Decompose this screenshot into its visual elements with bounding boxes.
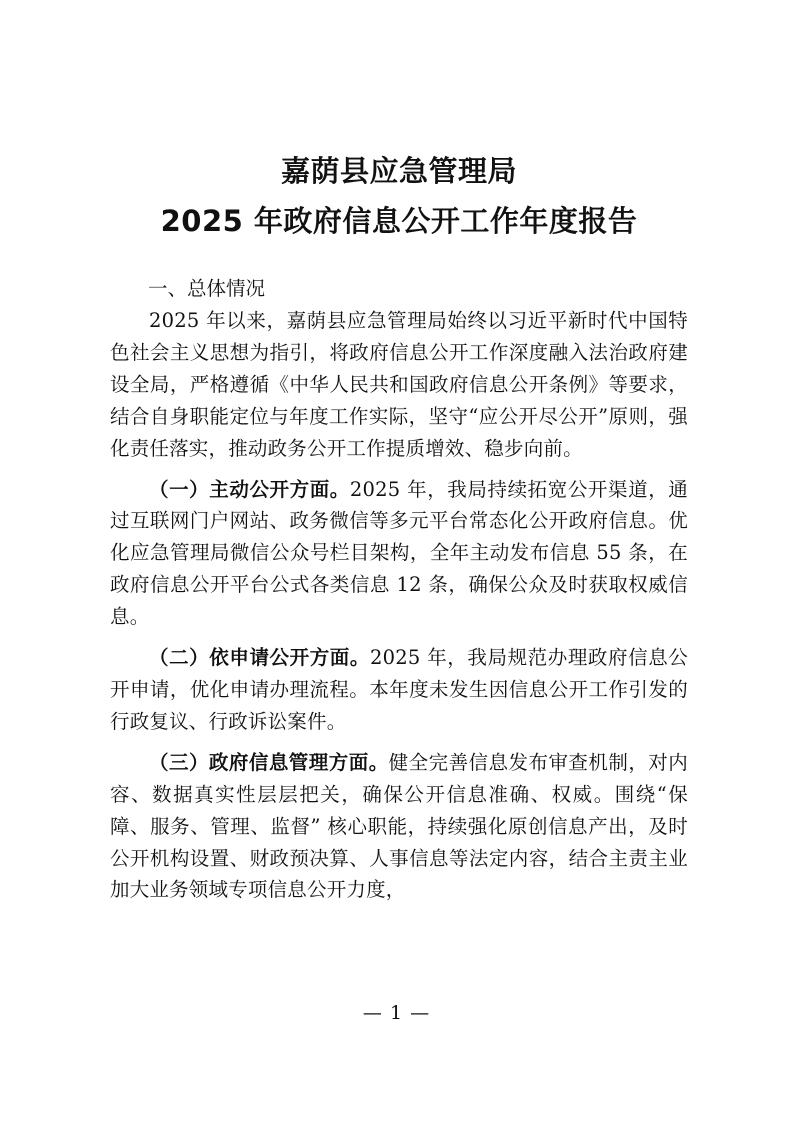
paragraph-text: 2025 年，我局持续拓宽公开渠道，通过互联网门户网站、政务微信等多元平台常态化公开政府信息。优化应急管理局微信公众号栏目架构，全年主动发布信息 55 条，在政府信息公开平台公式各类信息 12 条，确保公众及时获取权威信息。 (110, 477, 688, 629)
paragraph-text: 2025 年，我局规范办理政府信息公开申请，优化申请办理流程。本年度未发生因信息公开工作引发的行政复议、行政诉讼案件。 (110, 646, 688, 733)
intro-paragraph: 2025 年以来，嘉荫县应急管理局始终以习近平新时代中国特色社会主义思想为指引，将政府信息公开工作深度融入法治政府建设全局，严格遵循《中华人民共和国政府信息公开条例》等要求，结合自身职能定位与年度工作实际，坚守“应公开尽公开”原则，强化责任落实，推动政务公开工作提质增效、稳步向前。 (110, 309, 688, 460)
paragraph-info-management (110, 747, 688, 907)
title-line-2: 2025 年政府信息公开工作年度报告 (160, 204, 638, 238)
paragraph-text: 健全完善信息发布审查机制，对内容、数据真实性层层把关，确保公开信息准确、权威。围绕“保障、服务、管理、监督” 核心职能，持续强化原创信息产出，及时公开机构设置、财政预决算、人事信息等法定内容，结合主责主业加大业务领域专项信息公开力度， (110, 750, 688, 902)
page-number: — 1 — (362, 1002, 431, 1024)
paragraph-lead: （一）主动公开方面。 (149, 477, 350, 501)
title-line-1: 嘉荫县应急管理局 (280, 154, 517, 188)
paragraph-request-disclosure (110, 642, 688, 738)
report-title (110, 0, 688, 246)
section-heading-overview: 一、总体情况 (148, 277, 266, 300)
report-body (110, 273, 688, 906)
paragraph-lead: （二）依申请公开方面。 (149, 646, 370, 670)
paragraph-lead: （三）政府信息管理方面。 (149, 750, 389, 774)
paragraph-proactive-disclosure (110, 474, 688, 634)
